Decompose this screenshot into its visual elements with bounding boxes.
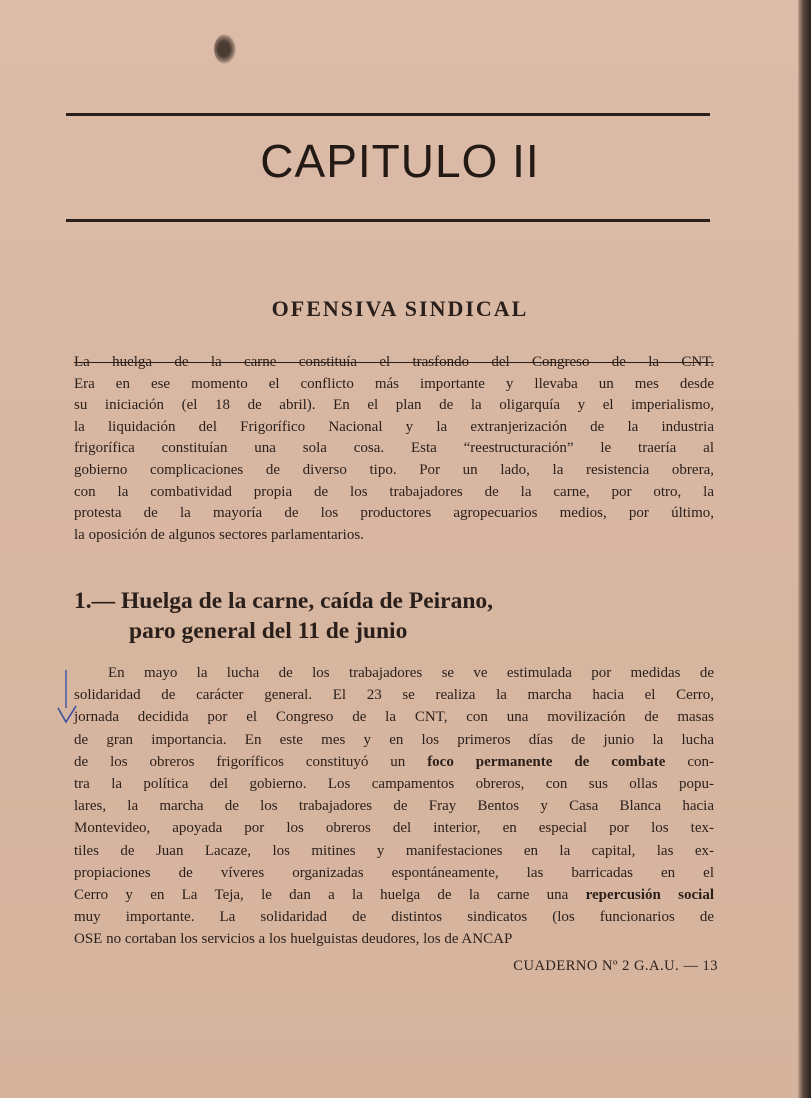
body-line: [74, 884, 714, 906]
subsection-dash: —: [91, 588, 116, 614]
intro-text: la liquidación del Frigorífico Nacional y la extranjerización de la industria: [74, 418, 714, 435]
body-text: OSE no cortaban los servicios a los huelguistas deudores, los de ANCAP: [74, 931, 513, 948]
intro-text: frigorífica constituían una sola cosa. Esta “reestructuración” le traería al: [74, 440, 714, 457]
body-text: lares, la marcha de los trabajadores de Fray Bentos y Casa Blanca hacia: [74, 798, 714, 815]
body-line: [74, 862, 714, 884]
intro-text: gobierno complicaciones de diverso tipo. Por un lado, la resistencia obrera,: [74, 461, 714, 478]
binding-hole: [214, 34, 236, 64]
intro-text: Era en ese momento el conflicto más importante y llevaba un mes desde: [74, 375, 714, 392]
subsection-number: 1.: [74, 588, 92, 614]
intro-line: [74, 482, 714, 504]
intro-line: [74, 460, 714, 482]
intro-line: [74, 352, 714, 374]
intro-text: con la combatividad propia de los trabajadores de la carne, por otro, la: [74, 483, 714, 500]
subsection-title-line2: paro general del 11 de junio: [129, 618, 408, 644]
body-line: [74, 840, 714, 862]
intro-line: [74, 525, 714, 547]
intro-text: la oposición de algunos sectores parlamentarios.: [74, 526, 364, 543]
intro-line: [74, 374, 714, 396]
intro-text: protesta de la mayoría de los productores agropecuarios medios, por último,: [74, 505, 714, 522]
page-footer: CUADERNO Nº 2 G.A.U. — 13: [513, 958, 718, 974]
chapter-title: CAPITULO II: [260, 135, 540, 187]
intro-text: La huelga de la carne constituía el trasfondo del Congreso de la CNT.: [74, 354, 714, 370]
subsection-heading: [74, 586, 714, 646]
page-edge-shadow: [798, 0, 811, 1098]
intro-line: [74, 417, 714, 439]
intro-paragraph: [74, 352, 714, 546]
body-line: [74, 662, 714, 684]
body-bold-text: repercusión social: [585, 887, 715, 904]
body-text: tiles de Juan Lacaze, los mitines y manifestaciones en la capital, las ex-: [74, 842, 714, 859]
body-text: tra la política del gobierno. Los campamentos obreros, con sus ollas popu-: [74, 776, 714, 793]
body-line: [74, 773, 714, 795]
body-line: [74, 906, 714, 928]
body-text: En mayo la lucha de los trabajadores se ve estimulada por medidas de: [108, 665, 714, 681]
body-text: con-: [665, 753, 715, 770]
body-line: [74, 928, 714, 950]
section-title: OFENSIVA SINDICAL: [271, 296, 529, 321]
body-paragraph: [74, 662, 714, 951]
body-bold-text: foco permanente de combate: [427, 753, 666, 770]
body-text: propiaciones de víveres organizadas espontáneamente, las barricadas en el: [74, 864, 714, 881]
intro-line: [74, 395, 714, 417]
body-line: [74, 795, 714, 817]
body-text: Montevideo, apoyada por los obreros del interior, en especial por los tex-: [74, 820, 714, 837]
body-text: jornada decidida por el Congreso de la CNT, con una movilización de masas: [74, 709, 714, 726]
body-text: de los obreros frigoríficos constituyó un: [74, 753, 428, 770]
body-text: solidaridad de carácter general. El 23 se realiza la marcha hacia el Cerro,: [74, 687, 714, 704]
body-line: [74, 706, 714, 728]
top-rule: [66, 113, 710, 116]
intro-line: [74, 438, 714, 460]
body-text: de gran importancia. En este mes y en los primeros días de junio la lucha: [74, 731, 714, 748]
intro-text: su iniciación (el 18 de abril). En el plan de la oligarquía y el imperialismo,: [74, 397, 714, 414]
body-line: [74, 684, 714, 706]
body-text: muy importante. La solidaridad de distintos sindicatos (los funcionarios de: [74, 909, 714, 926]
body-text: Cerro y en La Teja, le dan a la huelga de la carne una: [74, 887, 586, 904]
body-line: [74, 729, 714, 751]
body-line: [74, 817, 714, 839]
body-line: [74, 751, 714, 773]
subsection-title-line1: Huelga de la carne, caída de Peirano,: [121, 588, 494, 614]
intro-line: [74, 503, 714, 525]
bottom-rule: [66, 219, 710, 222]
